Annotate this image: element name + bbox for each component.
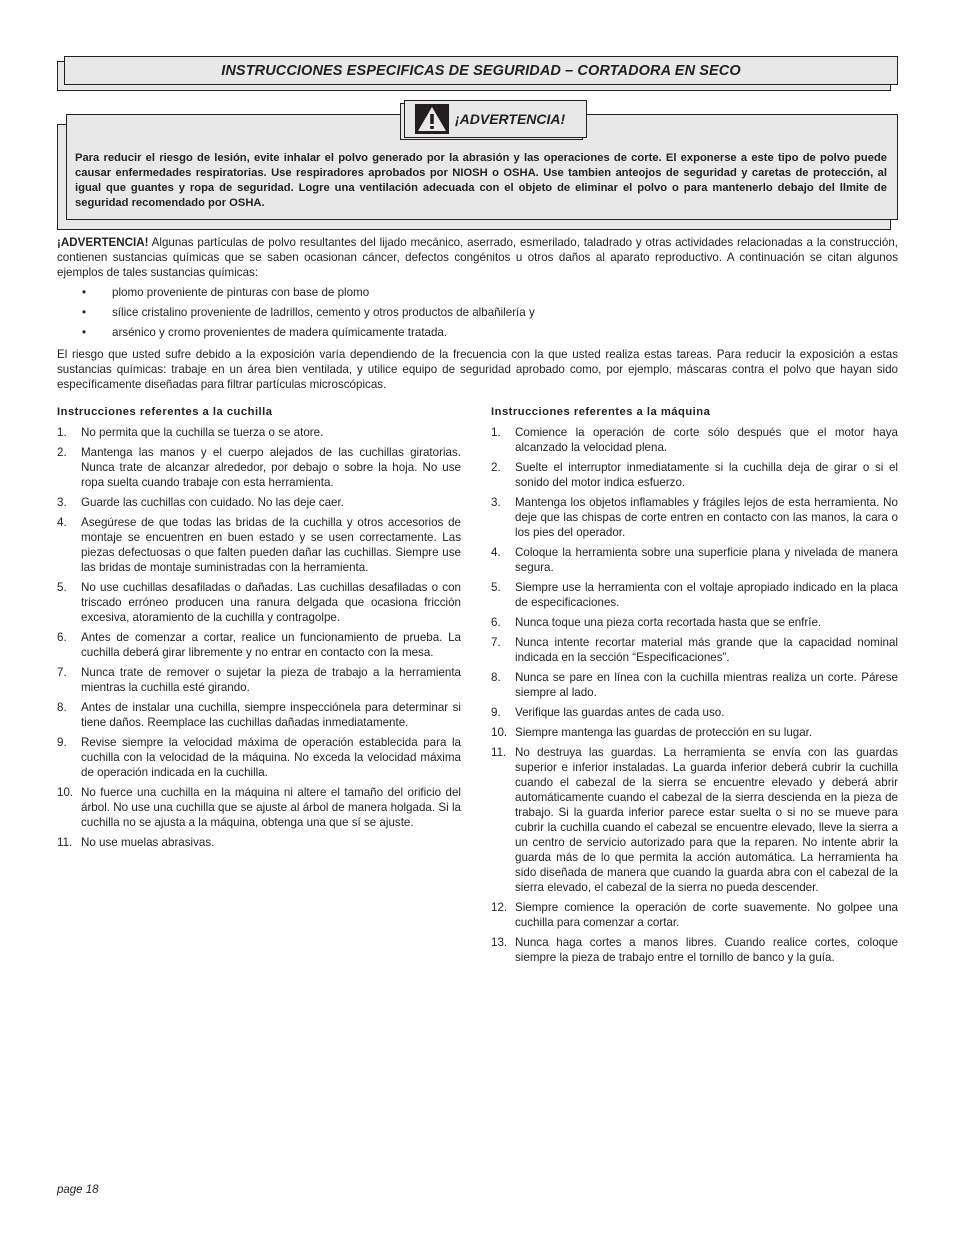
item-text: Suelte el interruptor inmediatamente si la cuchilla deja de girar o si el sonido del motor indica esfuerzo.: [515, 461, 898, 489]
chemical-list: [57, 285, 898, 345]
intro-lead: ¡ADVERTENCIA!: [57, 236, 149, 249]
list-item: [57, 580, 461, 625]
bullet-dot: •: [82, 306, 87, 319]
intro-text: Algunas partículas de polvo resultantes del lijado mecánico, aserrado, esmerilado, taladrado y otras actividades relacionadas a la construcción, contienen sustancias químicas que se saben ocasionan cáncer, defectos congénitos u otros daños al aparato reproductivo. A continuación se citan algunos ejemplos de tales sustancias químicas:: [57, 236, 898, 279]
list-item: [491, 935, 898, 965]
item-text: No permita que la cuchilla se tuerza o se atore.: [81, 426, 324, 439]
item-text: Mantenga los objetos inflamables y frágiles lejos de esta herramienta. No deje que las chispas de corte entren en contacto con las manos, la cara o los pies del operador.: [515, 496, 898, 539]
bullet-dot: •: [82, 326, 87, 339]
list-item: [57, 495, 461, 510]
list-item: [491, 705, 898, 720]
machine-instructions-list: [491, 425, 898, 965]
item-number: 7.: [57, 666, 67, 679]
item-text: No use cuchillas desafiladas o dañadas. Las cuchillas desafiladas o con triscado erróneo producen una ranura delgada que ocasiona fricción excesiva, atoramiento de la cuchilla y contragolpe.: [81, 581, 461, 624]
item-number: 13.: [491, 936, 508, 949]
item-text: Guarde las cuchillas con cuidado. No las deje caer.: [81, 496, 344, 509]
item-number: 5.: [57, 581, 67, 594]
list-item: [491, 900, 898, 930]
item-text: Siempre mantenga las guardas de protección en su lugar.: [515, 726, 813, 739]
item-number: 10.: [57, 786, 74, 799]
item-number: 6.: [57, 631, 67, 644]
item-text: Antes de instalar una cuchilla, siempre inspecciónela para determinar si tiene daños. Reemplace las cuchillas dañadas inmediatamente.: [81, 701, 461, 729]
warning-text: Para reducir el riesgo de lesión, evite inhalar el polvo generado por la abrasión y las operaciones de corte. El exponerse a este tipo de polvo puede causar enfermedades respiratorias. Use respiradores aprobados por NIOSH o OSHA. Use tambien anteojos de seguridad y caretas de protección, al igual que guantes y ropa de seguridad. Logre una ventilación adecuada con el objeto de eliminar el polvo o para mantenerlo debajo del llmite de seguridad recomendado por OSHA.: [75, 152, 887, 209]
item-number: 3.: [57, 496, 67, 509]
bullet-dot: •: [82, 286, 87, 299]
item-text: No fuerce una cuchilla en la máquina ni altere el tamaño del orificio del árbol. No use una cuchilla que se ajuste al árbol de manera holgada. Si la cuchilla no se ajusta a la máquina, obtenga una que sí se ajuste.: [81, 786, 461, 829]
machine-section-heading: Instrucciones referentes a la máquina: [491, 406, 711, 418]
section-title-box: [57, 56, 897, 90]
item-number: 4.: [491, 546, 501, 559]
list-item: [57, 735, 461, 780]
item-number: 11.: [491, 746, 507, 759]
list-item: [491, 495, 898, 540]
item-number: 8.: [491, 671, 501, 684]
item-text: Asegúrese de que todas las bridas de la cuchilla y otros accesorios de montaje se encuentren en buen estado y se usen correctamente. Las piezas defectuosas o que falten pueden dañar las cuchillas. Siempre use las bridas de montaje suministradas con la herramienta.: [81, 516, 461, 574]
warning-heading-box: [400, 100, 586, 140]
item-text: Mantenga las manos y el cuerpo alejados de las cuchillas giratorias. Nunca trate de alcanzar alrededor, por debajo o sobre la hoja. No use ropa suelta cuando trabaje con esta herramienta.: [81, 446, 461, 489]
list-item: [491, 615, 898, 630]
list-item: [491, 460, 898, 490]
list-item: [57, 630, 461, 660]
item-text: No destruya las guardas. La herramienta se envía con las guardas superior e inferior instaladas. La guarda inferior deberá cubrir la cuchilla cuando el cabezal de la sierra se encuentre elevado y deberá abrir automáticamente cuando el cabezal de la sierra descienda en la pieza de trabajo. Si la guarda inferior parece estar suelta o si no se mueve para cubrir la cuchilla cuando el cabezal se encuentre elevado, lleve la sierra a un centro de servicio autorizado para que la reparen. No intente abrir la guarda más de lo que permita la acción automática. La herramienta ha sido diseñada de manera que cuando la guarda abra con el cabezal de la sierra elevado, el cabezal de la sierra no pueda descender.: [515, 746, 898, 894]
item-text: Antes de comenzar a cortar, realice un funcionamiento de prueba. La cuchilla deberá girar libremente y no entrar en contacto con la mesa.: [81, 631, 461, 659]
item-text: Verifique las guardas antes de cada uso.: [515, 706, 725, 719]
item-number: 1.: [57, 426, 67, 439]
exposure-paragraph: El riesgo que usted sufre debido a la exposición varía dependiendo de la frecuencia con la que usted realiza estas tareas. Para reducir la exposición a estas sustancias químicas: trabaje en un área bien ventilada, y utilice equipo de seguridad aprobado como, por ejemplo, máscaras contra el polvo que hayan sido específicamente diseñadas para filtrar partículas microscópicas.: [57, 348, 898, 391]
item-number: 7.: [491, 636, 501, 649]
item-text: Revise siempre la velocidad máxima de operación establecida para la cuchilla con la velocidad de la máquina. No exceda la velocidad máxima de operación indicada en la cuchilla.: [81, 736, 461, 779]
list-item-text: arsénico y cromo provenientes de madera químicamente tratada.: [112, 326, 448, 339]
item-number: 5.: [491, 581, 501, 594]
list-item: [57, 700, 461, 730]
item-text: Nunca intente recortar material más grande que la capacidad nominal indicada en la sección “Especificaciones”.: [515, 636, 898, 664]
list-item: [57, 835, 461, 850]
intro-paragraph: [57, 235, 898, 280]
blade-instructions-column: [57, 405, 461, 855]
list-item: [491, 670, 898, 700]
warning-triangle-icon: [415, 104, 449, 134]
title-box: [64, 56, 898, 85]
list-item: [491, 545, 898, 575]
list-item: [491, 745, 898, 895]
item-text: Siempre use la herramienta con el voltaje apropiado indicado en la placa de especificaciones.: [515, 581, 898, 609]
page-number: page 18: [57, 1184, 99, 1196]
list-item-text: plomo proveniente de pinturas con base de plomo: [112, 286, 370, 299]
list-item: [491, 580, 898, 610]
list-item: [57, 425, 461, 440]
item-text: Comience la operación de corte sólo después que el motor haya alcanzado la velocidad plena.: [515, 426, 898, 454]
item-number: 4.: [57, 516, 67, 529]
item-number: 1.: [491, 426, 501, 439]
list-item: [57, 285, 898, 305]
item-number: 9.: [57, 736, 67, 749]
list-item: [57, 785, 461, 830]
item-text: No use muelas abrasivas.: [81, 836, 215, 849]
item-text: Nunca toque una pieza corta recortada hasta que se enfríe.: [515, 616, 822, 629]
item-text: Nunca haga cortes a manos libres. Cuando realice cortes, coloque siempre la pieza de trabajo entre el tornillo de banco y la guía.: [515, 936, 898, 964]
item-text: Nunca se pare en línea con la cuchilla mientras realiza un corte. Párese siempre al lado.: [515, 671, 898, 699]
item-number: 10.: [491, 726, 508, 739]
warning-heading: [404, 100, 587, 138]
list-item: [491, 635, 898, 665]
item-number: 2.: [491, 461, 501, 474]
blade-instructions-list: [57, 425, 461, 850]
item-text: Siempre comience la operación de corte suavemente. No golpee una cuchilla para comenzar a cortar.: [515, 901, 898, 929]
list-item: [57, 325, 898, 345]
item-text: Coloque la herramienta sobre una superficie plana y nivelada de manera segura.: [515, 546, 898, 574]
list-item: [491, 425, 898, 455]
item-number: 11.: [57, 836, 73, 849]
blade-section-heading: Instrucciones referentes a la cuchilla: [57, 406, 273, 418]
list-item: [57, 515, 461, 575]
item-number: 6.: [491, 616, 501, 629]
list-item: [57, 665, 461, 695]
item-text: Nunca trate de remover o sujetar la pieza de trabajo a la herramienta mientras la cuchilla esté girando.: [81, 666, 461, 694]
list-item: [491, 725, 898, 740]
item-number: 2.: [57, 446, 67, 459]
list-item: [57, 445, 461, 490]
item-number: 9.: [491, 706, 501, 719]
item-number: 3.: [491, 496, 501, 509]
list-item-text: sílice cristalino proveniente de ladrillos, cemento y otros productos de albañilería y: [112, 306, 535, 319]
warning-heading-label: ¡ADVERTENCIA!: [455, 111, 566, 127]
page-title: INSTRUCCIONES ESPECIFICAS DE SEGURIDAD – CORTADORA EN SECO: [221, 62, 741, 79]
list-item: [57, 305, 898, 325]
machine-instructions-column: [491, 405, 898, 970]
item-number: 8.: [57, 701, 67, 714]
item-number: 12.: [491, 901, 508, 914]
